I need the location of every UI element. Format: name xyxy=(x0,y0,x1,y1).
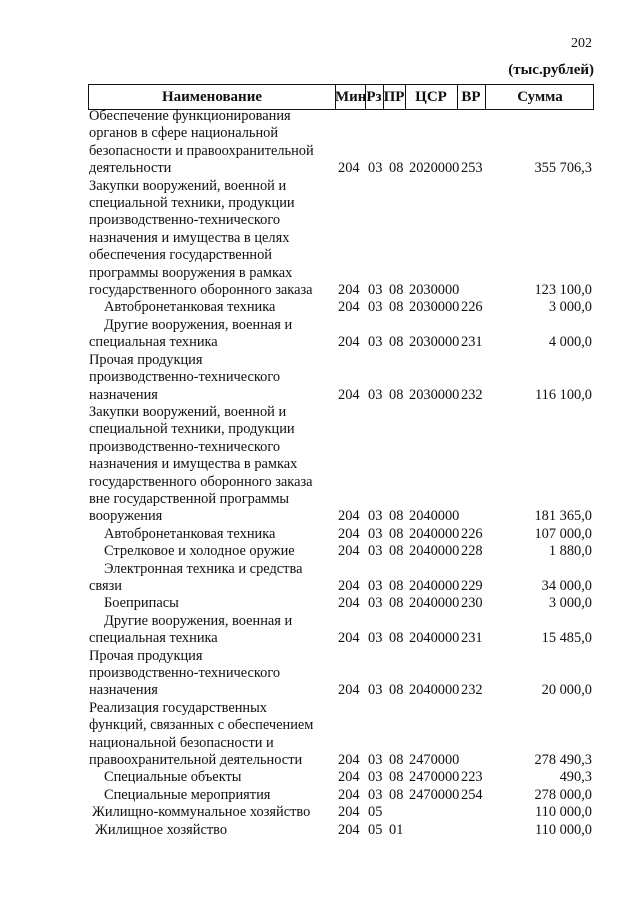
cell-pr: 08 xyxy=(389,786,404,803)
row-name xyxy=(89,108,334,178)
row-name-line: Автобронетанковая техника xyxy=(104,525,276,542)
table-row xyxy=(0,543,640,560)
cell-csr: 2040000 xyxy=(409,630,460,647)
row-name xyxy=(95,822,340,839)
cell-pr: 08 xyxy=(389,769,404,786)
cell-vr: 228 xyxy=(461,543,483,560)
cell-min: 204 xyxy=(338,577,360,594)
cell-csr: 2040000 xyxy=(409,543,460,560)
row-codes xyxy=(338,282,592,299)
cell-csr: 2470000 xyxy=(409,769,460,786)
units-label: (тыс.рублей) xyxy=(508,62,594,78)
cell-csr: 2040000 xyxy=(409,508,460,525)
cell-vr: 232 xyxy=(461,386,483,403)
cell-sum: 107 000,0 xyxy=(534,525,592,542)
row-name xyxy=(89,560,349,596)
cell-vr: 254 xyxy=(461,786,483,803)
row-name-line: правоохранительной деятельности xyxy=(89,752,303,769)
cell-csr: 2470000 xyxy=(409,752,460,769)
row-name-line: государственного оборонного заказа xyxy=(89,282,313,299)
row-name-line: Другие вооружения, военная и xyxy=(104,316,293,333)
cell-pr: 08 xyxy=(389,386,404,403)
cell-pr: 08 xyxy=(389,630,404,647)
row-name-line: Автобронетанковая техника xyxy=(104,299,276,316)
table-row xyxy=(0,108,640,178)
row-name xyxy=(104,787,349,804)
cell-rz: 05 xyxy=(368,804,383,821)
row-codes xyxy=(338,769,592,786)
cell-rz: 03 xyxy=(368,595,383,612)
row-name-line: назначения и имущества в рамках xyxy=(89,456,298,473)
row-name-line: государственного оборонного заказа xyxy=(89,473,313,490)
row-codes xyxy=(338,526,592,543)
cell-min: 204 xyxy=(338,543,360,560)
row-name xyxy=(104,543,349,560)
cell-pr: 08 xyxy=(389,282,404,299)
table-row xyxy=(0,595,640,612)
row-name-line: производственно-технического xyxy=(89,665,281,681)
table-row xyxy=(0,769,640,786)
cell-sum: 116 100,0 xyxy=(534,386,592,403)
row-name xyxy=(89,178,334,300)
row-name-line: функций, связанных с обеспечением xyxy=(89,717,314,734)
row-name-line: Прочая продукция xyxy=(89,351,203,368)
row-name-line: специальная техника xyxy=(89,334,218,351)
cell-csr: 2470000 xyxy=(409,786,460,803)
row-name xyxy=(104,769,349,786)
cell-vr: 226 xyxy=(461,525,483,542)
cell-pr: 08 xyxy=(389,334,404,351)
row-name-line: деятельности xyxy=(89,160,172,177)
table-row xyxy=(0,648,640,700)
table-header xyxy=(88,84,594,110)
cell-pr: 08 xyxy=(389,595,404,612)
cell-rz: 03 xyxy=(368,630,383,647)
cell-min: 204 xyxy=(338,299,360,316)
cell-sum: 34 000,0 xyxy=(541,577,592,594)
row-name-line: Жилищно-коммунальное хозяйство xyxy=(92,804,311,821)
cell-csr: 2030000 xyxy=(409,299,460,316)
row-name-line: назначения и имущества в целях xyxy=(89,229,290,246)
row-name-line: производственно-технического xyxy=(89,212,281,229)
cell-sum: 110 000,0 xyxy=(534,804,592,821)
cell-csr: 2030000 xyxy=(409,282,460,299)
cell-vr: 229 xyxy=(461,577,483,594)
row-codes xyxy=(338,822,592,839)
cell-rz: 03 xyxy=(368,160,383,177)
cell-csr: 2040000 xyxy=(409,577,460,594)
table-row xyxy=(0,178,640,300)
row-name-line: Жилищное хозяйство xyxy=(95,821,228,838)
table-row xyxy=(0,787,640,804)
row-codes xyxy=(338,787,592,804)
cell-vr: 253 xyxy=(461,160,483,177)
cell-min: 204 xyxy=(338,630,360,647)
cell-min: 204 xyxy=(338,282,360,299)
cell-vr: 226 xyxy=(461,299,483,316)
cell-sum: 3 000,0 xyxy=(548,595,592,612)
row-name-line: Специальные мероприятия xyxy=(104,786,271,803)
row-name xyxy=(104,299,349,316)
cell-rz: 03 xyxy=(368,682,383,699)
table-row xyxy=(0,352,640,404)
row-name xyxy=(89,404,334,526)
row-name-line: программы вооружения в рамках xyxy=(89,264,293,281)
table-row xyxy=(0,613,640,648)
cell-vr: 231 xyxy=(461,630,483,647)
cell-pr: 08 xyxy=(389,752,404,769)
cell-rz: 03 xyxy=(368,577,383,594)
table-row xyxy=(0,526,640,543)
cell-sum: 3 000,0 xyxy=(548,299,592,316)
cell-vr: 231 xyxy=(461,334,483,351)
row-name-line: производственно-технического xyxy=(89,369,281,386)
row-codes xyxy=(338,578,592,595)
cell-rz: 03 xyxy=(368,752,383,769)
row-codes xyxy=(338,387,592,404)
header-min: Мин xyxy=(335,89,367,105)
header-pr: ПР xyxy=(383,89,405,105)
row-name-line: Закупки вооружений, военной и xyxy=(89,403,287,420)
row-name-line: Стрелковое и холодное оружие xyxy=(104,543,295,560)
cell-min: 204 xyxy=(338,160,360,177)
cell-rz: 03 xyxy=(368,786,383,803)
cell-min: 204 xyxy=(338,804,360,821)
table-row xyxy=(0,700,640,770)
cell-sum: 278 000,0 xyxy=(534,786,592,803)
cell-sum: 1 880,0 xyxy=(548,543,592,560)
row-name-line: Обеспечение функционирования xyxy=(89,108,291,124)
cell-sum: 355 706,3 xyxy=(534,160,592,177)
cell-csr: 2040000 xyxy=(409,682,460,699)
cell-min: 204 xyxy=(338,769,360,786)
cell-min: 204 xyxy=(338,334,360,351)
cell-csr: 2040000 xyxy=(409,595,460,612)
cell-pr: 08 xyxy=(389,160,404,177)
cell-sum: 181 365,0 xyxy=(534,508,592,525)
table-row xyxy=(0,404,640,526)
cell-sum: 15 485,0 xyxy=(541,630,592,647)
cell-min: 204 xyxy=(338,786,360,803)
header-csr: ЦСР xyxy=(415,89,447,105)
cell-rz: 05 xyxy=(368,821,383,838)
header-sum: Сумма xyxy=(517,89,563,105)
row-name-line: Электронная техника и средства xyxy=(104,560,303,577)
table-row xyxy=(0,561,640,596)
row-codes xyxy=(338,160,592,177)
row-name-line: Боеприпасы xyxy=(104,595,179,612)
row-name xyxy=(104,526,349,543)
row-codes xyxy=(338,543,592,560)
cell-pr: 01 xyxy=(389,821,404,838)
row-name-line: Реализация государственных xyxy=(89,699,267,716)
cell-rz: 03 xyxy=(368,282,383,299)
header-rz: Рз xyxy=(366,89,382,105)
table-body xyxy=(0,108,640,839)
row-codes xyxy=(338,508,592,525)
row-name xyxy=(92,804,337,821)
cell-csr: 2030000 xyxy=(409,386,460,403)
cell-csr: 2030000 xyxy=(409,334,460,351)
row-name-line: связи xyxy=(89,577,122,594)
table-row xyxy=(0,317,640,352)
cell-rz: 03 xyxy=(368,543,383,560)
cell-rz: 03 xyxy=(368,299,383,316)
cell-vr: 232 xyxy=(461,682,483,699)
row-codes xyxy=(338,299,592,316)
cell-vr: 230 xyxy=(461,595,483,612)
cell-pr: 08 xyxy=(389,577,404,594)
cell-rz: 03 xyxy=(368,525,383,542)
row-codes xyxy=(338,334,592,351)
table-row xyxy=(0,299,640,316)
row-name-line: специальной техники, продукции xyxy=(89,195,295,212)
row-name-line: Закупки вооружений, военной и xyxy=(89,177,287,194)
cell-sum: 4 000,0 xyxy=(548,334,592,351)
cell-min: 204 xyxy=(338,821,360,838)
row-name-line: назначения xyxy=(89,682,158,699)
row-codes xyxy=(338,752,592,769)
cell-min: 204 xyxy=(338,682,360,699)
row-name-line: специальной техники, продукции xyxy=(89,421,295,438)
cell-pr: 08 xyxy=(389,525,404,542)
cell-min: 204 xyxy=(338,752,360,769)
row-name xyxy=(89,700,334,770)
cell-rz: 03 xyxy=(368,386,383,403)
page-number: 202 xyxy=(571,36,592,51)
row-name-line: обеспечения государственной xyxy=(89,247,272,264)
cell-pr: 08 xyxy=(389,508,404,525)
row-name xyxy=(104,595,349,612)
cell-rz: 03 xyxy=(368,508,383,525)
cell-rz: 03 xyxy=(368,334,383,351)
row-name-line: органов в сфере национальной xyxy=(89,125,279,142)
table-row xyxy=(0,822,640,839)
row-codes xyxy=(338,682,592,699)
cell-pr: 08 xyxy=(389,682,404,699)
row-name-line: назначения xyxy=(89,386,158,403)
cell-min: 204 xyxy=(338,525,360,542)
cell-min: 204 xyxy=(338,508,360,525)
row-name-line: вооружения xyxy=(89,508,163,525)
row-name xyxy=(89,612,349,648)
header-name: Наименование xyxy=(162,89,262,105)
row-name-line: вне государственной программы xyxy=(89,490,290,507)
cell-pr: 08 xyxy=(389,299,404,316)
row-name-line: производственно-технического xyxy=(89,438,281,455)
cell-sum: 278 490,3 xyxy=(534,752,592,769)
cell-sum: 123 100,0 xyxy=(534,282,592,299)
row-name-line: Специальные объекты xyxy=(104,769,242,786)
cell-pr: 08 xyxy=(389,543,404,560)
row-codes xyxy=(338,595,592,612)
row-name xyxy=(89,316,349,352)
table-row xyxy=(0,804,640,821)
row-name-line: специальная техника xyxy=(89,630,218,647)
cell-min: 204 xyxy=(338,595,360,612)
row-name xyxy=(89,648,334,700)
cell-sum: 20 000,0 xyxy=(541,682,592,699)
cell-csr: 2020000 xyxy=(409,160,460,177)
row-name-line: безопасности и правоохранительной xyxy=(89,142,314,159)
row-name-line: Другие вооружения, военная и xyxy=(104,612,293,629)
row-codes xyxy=(338,804,592,821)
cell-sum: 110 000,0 xyxy=(534,821,592,838)
row-name xyxy=(89,352,334,404)
row-name-line: Прочая продукция xyxy=(89,647,203,664)
header-vr: ВР xyxy=(461,89,481,105)
cell-sum: 490,3 xyxy=(559,769,592,786)
row-name-line: национальной безопасности и xyxy=(89,734,274,751)
cell-csr: 2040000 xyxy=(409,525,460,542)
cell-vr: 223 xyxy=(461,769,483,786)
row-codes xyxy=(338,630,592,647)
cell-min: 204 xyxy=(338,386,360,403)
cell-rz: 03 xyxy=(368,769,383,786)
